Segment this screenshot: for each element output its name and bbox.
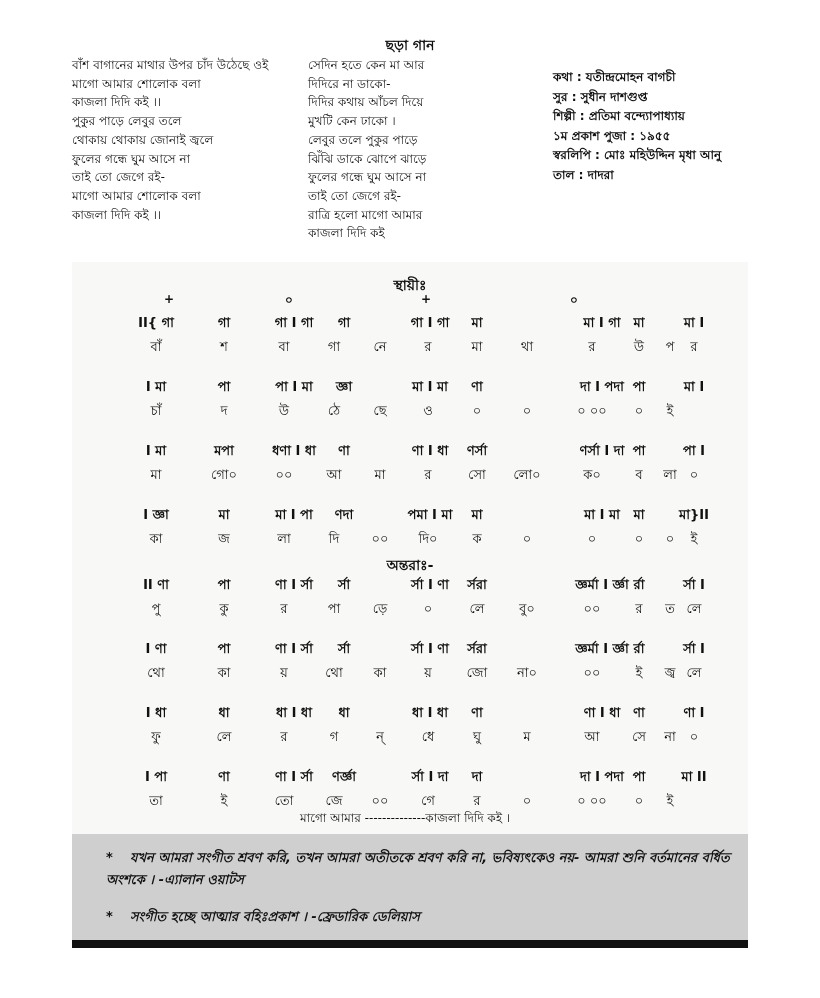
lyric-syllable-cell: মা	[471, 340, 483, 355]
quote-marker: *	[106, 851, 113, 866]
lyric-syllable-cell: লে	[686, 666, 702, 681]
lyric-line: ফুলের গন্ধে ঘুম আসে না	[72, 151, 191, 166]
lyric-line: বাঁশ বাগানের মাথার উপর চাঁদ উঠেছে ওই	[72, 58, 269, 72]
lyric-line: দিদিরে না ডাকো-	[308, 76, 391, 91]
lyric-syllable-cell: ঘু	[472, 730, 482, 745]
lyric-syllable-cell: দি০	[418, 532, 438, 547]
lyric-syllable-cell: বা	[278, 340, 290, 355]
lyric-line: দিদির কথায় আঁচল দিয়ে	[308, 95, 424, 110]
beat-mark: +	[164, 292, 175, 306]
swara-cell: মপা	[214, 444, 234, 459]
credit-line: কথা : যতীন্দ্রমোহন বাগচী	[553, 70, 676, 84]
swara-cell: ণা	[471, 380, 483, 395]
lyric-syllable-cell: লে	[686, 602, 702, 617]
lyric-syllable-cell: বু০	[519, 602, 535, 617]
lyric-syllable-cell: লা	[663, 468, 677, 483]
swara-cell: মা I	[683, 380, 705, 395]
swara-cell: পা I মা	[275, 380, 313, 395]
lyric-syllable-cell: লে	[216, 730, 232, 745]
lyric-syllable-cell: ও	[423, 404, 433, 419]
swara-cell: ধা I ধা	[275, 706, 313, 721]
swara-cell: র্সা I ণা	[411, 642, 449, 657]
lyric-line: মাগো আমার শোলোক বলা	[72, 76, 201, 91]
lyric-line: লেবুর তলে পুকুর পাড়ে	[308, 132, 418, 147]
swara-cell: ণা I র্সা	[275, 770, 313, 785]
lyric-syllable-cell: থো	[147, 666, 165, 681]
swara-cell: গা I গা	[274, 316, 314, 331]
lyric-syllable-cell: ন্	[376, 730, 384, 745]
swara-cell: মা II	[681, 770, 707, 785]
swara-cell: জ্ঞর্মা I র্জ্ঞা	[575, 578, 629, 593]
lyric-syllable-cell: পু	[151, 602, 161, 617]
swara-cell: র্রা	[633, 642, 645, 657]
lyric-syllable-cell: ০	[689, 730, 699, 745]
lyric-syllable-cell: ০ ০০	[577, 404, 607, 419]
lyric-syllable-cell: তা	[149, 794, 163, 809]
lyric-syllable-cell: ০	[423, 602, 433, 617]
lyric-syllable-cell: ০০	[275, 468, 293, 483]
swara-cell: গা	[217, 316, 231, 331]
credit-line: সুর : সুধীন দাশগুপ্ত	[553, 89, 648, 104]
lyric-syllable-cell: র	[588, 340, 596, 355]
swara-cell: ধা	[338, 706, 350, 721]
swara-cell: র্সরা	[467, 578, 487, 593]
lyric-line: ফুলের গন্ধে ঘুম আসে না	[308, 170, 427, 185]
lyric-line: কাজলা দিদি কই ।।	[72, 95, 162, 110]
bottom-rule	[72, 940, 748, 948]
lyric-syllable-cell: ০ ০০	[577, 794, 607, 809]
swara-cell: ণা	[338, 444, 350, 459]
swara-cell: মা I মা	[584, 508, 620, 523]
swara-cell: I ণা	[145, 642, 167, 657]
lyric-syllable-cell: ই	[635, 666, 643, 681]
swara-cell: মা I গা	[583, 316, 621, 331]
beat-mark: ০	[570, 293, 578, 307]
swara-cell: পা	[217, 380, 231, 395]
lyric-syllable-cell: ক	[472, 532, 482, 547]
lyric-syllable-cell: র	[635, 602, 643, 617]
swara-cell: মা	[633, 316, 645, 331]
swara-cell: পা I	[683, 444, 705, 459]
lyric-syllable-cell: লো০	[513, 468, 541, 483]
lyrics-left-column	[72, 56, 268, 224]
lyric-line: ঝিঁঝি ডাকে ঝোপে ঝাড়ে	[308, 151, 427, 166]
swara-cell: I জ্ঞা	[143, 508, 169, 523]
lyric-line: রাত্রি হলো মাগো আমার	[308, 207, 423, 222]
lyric-syllable-cell: কা	[373, 666, 387, 681]
lyric-syllable-cell: ০	[587, 532, 597, 547]
lyric-syllable-cell: য়	[280, 666, 288, 681]
swara-cell: ণর্সা I দা	[579, 444, 625, 459]
lyric-syllable-cell: শ	[220, 340, 228, 355]
swara-cell: গা	[337, 316, 351, 331]
lyric-syllable-cell: ০	[634, 532, 644, 547]
lyric-syllable-cell: ০	[522, 794, 532, 809]
swara-cell: ণা I র্সা	[275, 578, 313, 593]
lyric-syllable-cell: আ	[326, 468, 342, 483]
lyric-syllable-cell: ছে	[373, 404, 387, 419]
lyric-syllable-cell: ০০	[583, 666, 601, 681]
swara-cell: I ধা	[145, 706, 167, 721]
lyric-syllable-cell: সে	[632, 730, 646, 745]
swara-cell: পা	[632, 380, 646, 395]
swara-cell: র্সা I	[683, 642, 705, 657]
song-credits	[553, 68, 721, 185]
lyric-syllable-cell: ই	[666, 794, 674, 809]
notation-section	[72, 262, 748, 834]
swara-cell: ধা	[218, 706, 230, 721]
beat-mark: ০	[285, 293, 293, 307]
swara-cell: মা	[633, 508, 645, 523]
lyric-syllable-cell: উ	[278, 404, 290, 419]
swara-cell: মা	[471, 316, 483, 331]
swara-cell: ণা	[633, 706, 645, 721]
lyric-syllable-cell: প	[665, 340, 675, 355]
lyric-syllable-cell: ০	[472, 404, 482, 419]
lyric-line: মুখটি কেন ঢাকো ।	[308, 114, 396, 129]
antara-heading: অন্তরাঃ-	[386, 558, 434, 574]
lyrics-right-column	[308, 56, 426, 243]
lyric-syllable-cell: ০	[634, 794, 644, 809]
swara-cell: মা I মা	[412, 380, 448, 395]
lyric-line: কাজলা দিদি কই	[308, 226, 385, 241]
swara-cell: ধা I ধা	[411, 706, 449, 721]
lyric-syllable-cell: নে	[373, 340, 387, 355]
lyric-syllable-cell: ফু	[151, 730, 161, 745]
lyric-syllable-cell: ক০	[583, 468, 601, 483]
lyric-syllable-cell: ০০	[371, 532, 389, 547]
lyric-syllable-cell: ০	[689, 468, 699, 483]
swara-cell: মা I	[683, 316, 705, 331]
lyric-syllable-cell: মা	[374, 468, 386, 483]
swara-cell: I মা	[145, 380, 167, 395]
lyric-syllable-cell: লে	[469, 602, 485, 617]
lyric-syllable-cell: ঠে	[327, 404, 341, 419]
lyric-syllable-cell: ব	[635, 468, 643, 483]
lyric-syllable-cell: জ	[218, 532, 230, 547]
swara-cell: মা	[218, 508, 230, 523]
swara-cell: পা	[632, 770, 646, 785]
lyric-syllable-cell: ধে	[421, 730, 435, 745]
lyric-line: তাই তো জেগে রই-	[308, 188, 401, 203]
lyric-syllable-cell: চাঁ	[150, 404, 162, 419]
credit-line: তাল : দাদরা	[553, 167, 614, 182]
lyric-syllable-cell: কু	[219, 602, 229, 617]
lyric-line: কাজলা দিদি কই ।।	[72, 207, 162, 222]
swara-cell: ণা	[218, 770, 230, 785]
swara-cell: মা I পা	[275, 508, 313, 523]
lyric-syllable-cell: না	[664, 730, 676, 745]
lyric-syllable-cell: কা	[149, 532, 163, 547]
lyric-syllable-cell: য়	[424, 666, 432, 681]
credit-line: স্বরলিপি : মোঃ মহিউদ্দিন মৃধা আনু	[553, 148, 722, 162]
lyric-syllable-cell: ০	[665, 532, 675, 547]
swara-cell: জ্ঞা	[335, 380, 353, 395]
lyric-syllable-cell: মা	[150, 468, 162, 483]
lyric-syllable-cell: ০	[522, 532, 532, 547]
swara-cell: পমা I মা	[407, 508, 453, 523]
swara-cell: ণা I ধা	[411, 444, 449, 459]
swara-cell: I পা	[145, 770, 167, 785]
lyric-syllable-cell: ড়ে	[372, 602, 388, 617]
lyric-syllable-cell: তো	[274, 794, 294, 809]
swara-cell: মা}II	[679, 508, 709, 523]
lyric-syllable-cell: ০০	[583, 602, 601, 617]
lyric-syllable-cell: দি	[328, 532, 340, 547]
lyric-syllable-cell: উ	[633, 340, 645, 355]
lyric-syllable-cell: জ্ব	[664, 666, 676, 681]
swara-cell: ণা	[471, 706, 483, 721]
lyric-syllable-cell: থা	[520, 340, 534, 355]
swara-cell: II ণা	[143, 578, 169, 593]
lyric-syllable-cell: আ	[584, 730, 600, 745]
lyric-line: সেদিন হতে কেন মা আর	[308, 58, 425, 72]
lyric-syllable-cell: ই	[690, 532, 698, 547]
lyric-syllable-cell: থো	[325, 666, 343, 681]
swara-cell: ধণা I ধা	[272, 444, 316, 459]
swara-cell: র্সা	[337, 642, 351, 657]
swara-cell: র্সা I ণা	[411, 578, 449, 593]
lyric-syllable-cell: ম	[523, 730, 531, 745]
credit-line: ১ম প্রকাশ পুজা : ১৯৫৫	[553, 128, 671, 143]
lyric-syllable-cell: সো	[468, 468, 486, 483]
beat-mark: +	[421, 292, 432, 306]
lyric-syllable-cell: গে	[421, 794, 435, 809]
lyric-syllable-cell: গো০	[210, 468, 238, 483]
lyric-syllable-cell: র	[280, 602, 288, 617]
lyric-syllable-cell: গা	[327, 340, 341, 355]
lyric-syllable-cell: র	[424, 340, 432, 355]
swara-cell: দা I পদা	[580, 770, 624, 785]
swara-cell: পা	[217, 642, 231, 657]
lyric-syllable-cell: ০০	[371, 794, 389, 809]
lyric-syllable-cell: র	[690, 340, 698, 355]
quote-text: সংগীত হচ্ছে আত্মার বহিঃপ্রকাশ । -ফ্রেডারিক ডেলিয়াস	[130, 910, 420, 925]
swara-cell: র্সা I দা	[411, 770, 449, 785]
lyric-syllable-cell: কা	[217, 666, 231, 681]
swara-cell: দা	[471, 770, 483, 785]
lyric-syllable-cell: গ	[329, 730, 339, 745]
closing-line: মাগো আমার --------------কাজলা দিদি কই ।	[300, 811, 511, 825]
swara-cell: ণা I র্সা	[275, 642, 313, 657]
lyric-line: থোকায় থোকায় জোনাই জ্বলে	[72, 132, 214, 147]
lyric-line: পুকুর পাড়ে লেবুর তলে	[72, 114, 182, 129]
lyric-syllable-cell: র	[280, 730, 288, 745]
swara-cell: গা I গা	[410, 316, 450, 331]
sthayi-heading: স্থায়ীঃ	[393, 278, 427, 294]
quote-box	[72, 834, 748, 940]
swara-cell: I মা	[145, 444, 167, 459]
lyric-syllable-cell: ই	[666, 404, 674, 419]
lyric-syllable-cell: না০	[517, 666, 537, 681]
swara-cell: ণা I	[683, 706, 705, 721]
quote-2	[106, 908, 420, 929]
quote-1	[106, 848, 736, 892]
swara-cell: জ্ঞর্মা I র্জ্ঞা	[575, 642, 629, 657]
swara-cell: ণা I ধা	[583, 706, 621, 721]
credit-line: শিল্পী : প্রতিমা বন্দ্যোপাধ্যায়	[553, 109, 685, 123]
swara-cell: র্সা I	[683, 578, 705, 593]
swara-cell: দা I পদা	[580, 380, 624, 395]
lyric-syllable-cell: বাঁ	[150, 340, 162, 355]
lyric-syllable-cell: র	[424, 468, 432, 483]
lyric-line: তাই তো জেগে রই-	[72, 170, 165, 185]
swara-cell: পা	[217, 578, 231, 593]
lyric-syllable-cell: জো	[466, 666, 488, 681]
swara-cell: র্রা	[633, 578, 645, 593]
swara-cell: পা	[632, 444, 646, 459]
swara-cell: মা	[471, 508, 483, 523]
lyric-syllable-cell: দ	[220, 404, 228, 419]
swara-cell: ণর্জ্ঞা	[331, 770, 357, 785]
swara-cell: II{ গা	[138, 316, 174, 331]
lyric-syllable-cell: পা	[327, 602, 341, 617]
song-title: ছড়া গান	[385, 38, 435, 54]
quote-marker: *	[106, 910, 113, 925]
swara-cell: ণর্সা	[466, 444, 488, 459]
lyric-syllable-cell: ই	[220, 794, 228, 809]
lyric-syllable-cell: ত	[665, 602, 675, 617]
swara-cell: র্সা	[337, 578, 351, 593]
lyric-syllable-cell: র	[473, 794, 481, 809]
swara-cell: ণদা	[334, 508, 354, 523]
lyric-line: মাগো আমার শোলোক বলা	[72, 188, 201, 203]
quote-text: যখন আমরা সংগীত শ্রবণ করি, তখন আমরা অতীতকে শ্রবণ করি না, ভবিষ্যৎকেও নয়- আমরা শুনি বর্তমানের বর্ধিত অংশকে । -এ্যালান ওয়াটস	[106, 851, 730, 888]
lyric-syllable-cell: ০	[634, 404, 644, 419]
swara-cell: র্সরা	[467, 642, 487, 657]
lyric-syllable-cell: লা	[277, 532, 291, 547]
lyric-syllable-cell: জে	[325, 794, 343, 809]
lyric-syllable-cell: ০	[522, 404, 532, 419]
